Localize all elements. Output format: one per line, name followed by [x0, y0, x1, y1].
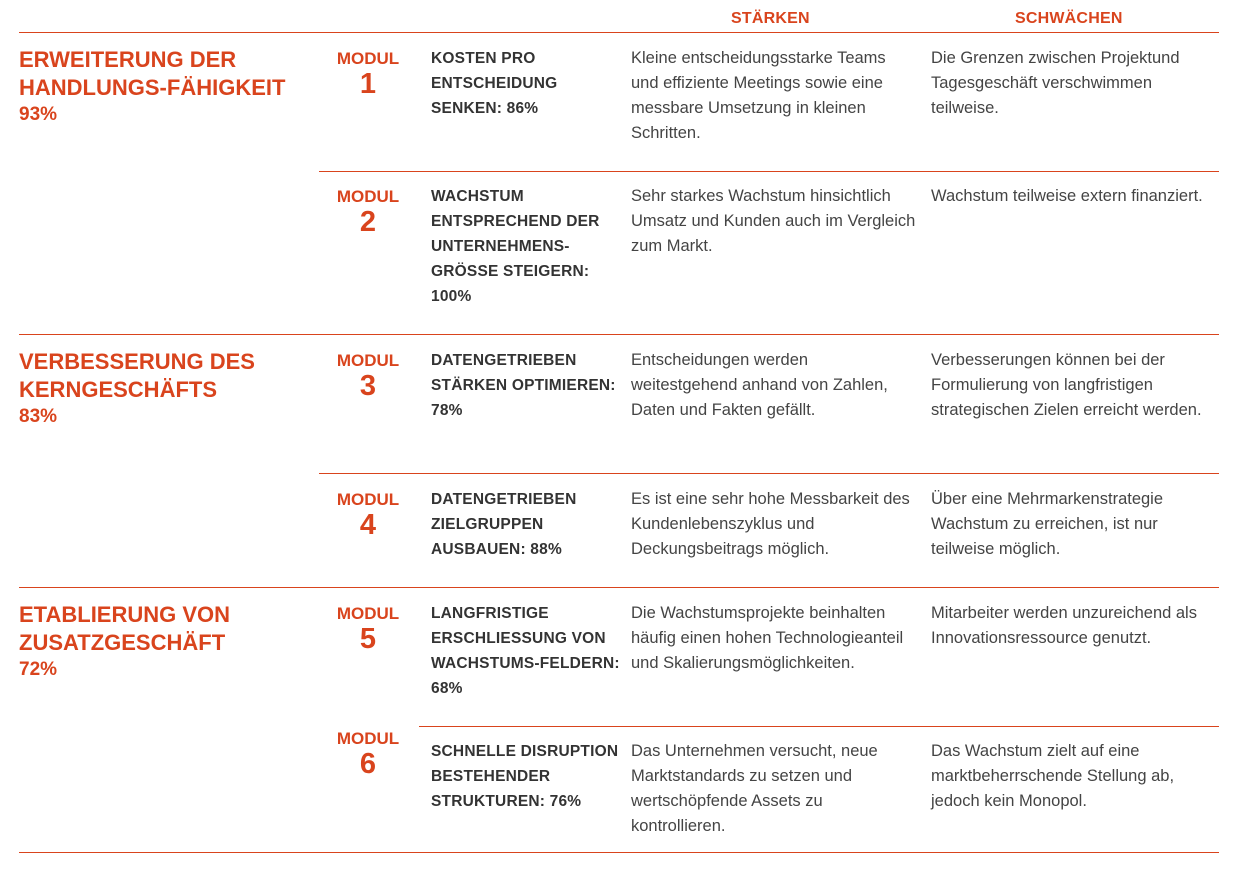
- modul-5-label: [318, 604, 418, 654]
- modul-2-strength: Sehr starkes Wachstum hinsichtlich Umsatz und Kunden auch im Vergleich zum Markt.: [631, 187, 916, 255]
- modul-word: MODUL: [336, 604, 400, 623]
- section-percentage: 72%: [19, 659, 58, 680]
- modul-word: MODUL: [336, 49, 400, 68]
- modul-4-strength: Es ist eine sehr hohe Messbarkeit des Kundenlebenszyklus und Deckungsbeitrags möglich.: [631, 490, 910, 558]
- modul-number: 6: [359, 748, 377, 780]
- modul-1-strength: Kleine entscheidungsstarke Teams und effiziente Meetings sowie eine messbare Umsetzung in kleinen Schritten.: [631, 49, 886, 142]
- rule-top: [19, 32, 1219, 33]
- modul-3-weakness: Verbesserungen können bei der Formulierung von langfristigen strategischen Zielen erreicht werden.: [931, 351, 1202, 419]
- modul-word: MODUL: [336, 490, 400, 509]
- modul-number: 5: [359, 623, 377, 655]
- modul-1-label: [318, 49, 418, 99]
- modul-word: MODUL: [336, 351, 400, 370]
- modul-number: 4: [359, 509, 377, 541]
- modul-word: MODUL: [336, 187, 400, 206]
- modul-5-topic: LANGFRISTIGE ERSCHLIESSUNG VON WACHSTUMS-FELDERN: 68%: [431, 605, 620, 697]
- modul-5-weakness: Mitarbeiter werden unzureichend als Innovationsressource genutzt.: [931, 604, 1197, 647]
- section-etablierung: [19, 601, 319, 683]
- section-title: ERWEITERUNG DER HANDLUNGS-FÄHIGKEIT: [19, 47, 286, 100]
- modul-6-topic: SCHNELLE DISRUPTION BESTEHENDER STRUKTUREN: 76%: [431, 743, 619, 810]
- modul-1-topic: KOSTEN PRO ENTSCHEIDUNG SENKEN: 86%: [431, 50, 558, 117]
- rule-after-modul-1: [319, 171, 1219, 172]
- modul-5-strength: Die Wachstumsprojekte beinhalten häufig einen hohen Technologieanteil und Skalierungsmöglichkeiten.: [631, 604, 904, 672]
- modul-4-label: [318, 490, 418, 540]
- section-erweiterung: [19, 46, 319, 128]
- rule-bottom: [19, 852, 1219, 853]
- section-verbesserung: [19, 348, 319, 430]
- modul-6-label: [318, 729, 418, 779]
- modul-6-strength: Das Unternehmen versucht, neue Marktstandards zu setzen und wertschöpfende Assets zu kontrollieren.: [631, 742, 878, 835]
- rule-after-section-1: [19, 334, 1219, 335]
- modul-1-weakness: Die Grenzen zwischen Projektund Tagesgeschäft verschwimmen teilweise.: [931, 49, 1180, 117]
- modul-word: MODUL: [336, 729, 400, 748]
- modul-2-topic: WACHSTUM ENTSPRECHEND DER UNTERNEHMENS-GRÖSSE STEIGERN: 100%: [431, 188, 600, 305]
- section-percentage: 83%: [19, 406, 58, 427]
- header-schwaechen: SCHWÄCHEN: [1015, 10, 1123, 27]
- modul-3-label: [318, 351, 418, 401]
- section-percentage: 93%: [19, 104, 58, 125]
- modul-3-strength: Entscheidungen werden weitestgehend anhand von Zahlen, Daten und Fakten gefällt.: [631, 351, 888, 419]
- modul-4-topic: DATENGETRIEBEN ZIELGRUPPEN AUSBAUEN: 88%: [431, 491, 577, 558]
- modul-number: 2: [359, 206, 377, 238]
- section-title: VERBESSERUNG DES KERNGESCHÄFTS: [19, 349, 255, 402]
- modul-number: 1: [359, 68, 377, 100]
- header-staerken: STÄRKEN: [731, 10, 810, 27]
- rule-after-modul-5: [419, 726, 1219, 727]
- modul-4-weakness: Über eine Mehrmarkenstrategie Wachstum zu erreichen, ist nur teilweise möglich.: [931, 490, 1164, 558]
- section-title: ETABLIERUNG VON ZUSATZGESCHÄFT: [19, 602, 231, 655]
- rule-after-modul-3: [319, 473, 1219, 474]
- modul-6-weakness: Das Wachstum zielt auf eine marktbeherrschende Stellung ab, jedoch kein Monopol.: [931, 742, 1175, 810]
- modul-number: 3: [359, 370, 377, 402]
- rule-after-section-2: [19, 587, 1219, 588]
- modul-2-label: [318, 187, 418, 237]
- modul-3-topic: DATENGETRIEBEN STÄRKEN OPTIMIEREN: 78%: [431, 352, 616, 419]
- modul-2-weakness: Wachstum teilweise extern finanziert.: [931, 187, 1203, 205]
